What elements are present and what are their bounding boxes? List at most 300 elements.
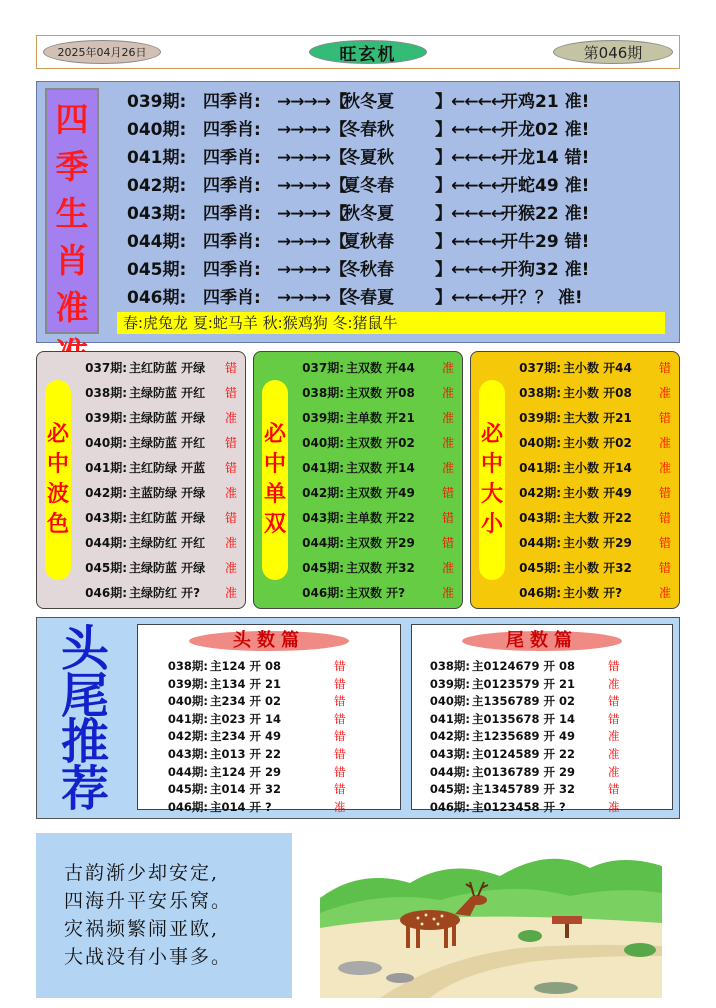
issue-number: 043期: <box>127 204 187 224</box>
number-row <box>138 764 400 782</box>
row-label: 四季肖: <box>203 288 261 308</box>
result-mark: 错 <box>442 536 455 550</box>
result-mark: 准 <box>659 586 672 600</box>
prediction-pick: 主双数 开14 <box>346 461 415 475</box>
prediction-row <box>509 381 679 406</box>
issue-number: 040期: <box>127 120 187 140</box>
label-char: 头 <box>60 621 109 678</box>
prediction-row <box>75 506 245 531</box>
label-char: 肖 <box>55 241 89 280</box>
arrow-left: 】←←←← <box>435 288 504 308</box>
row-result: 开猴22 准! <box>501 204 590 224</box>
prediction-pick: 主大数 开22 <box>563 511 632 525</box>
number-row <box>412 799 672 817</box>
number-row <box>412 781 672 799</box>
number-pick: 主0124679 开 08 <box>472 659 576 673</box>
zodiac-row <box>127 144 667 172</box>
number-row <box>138 781 400 799</box>
number-row <box>138 728 400 746</box>
row-label: 四季肖: <box>203 120 261 140</box>
number-pick: 主0123458 开 ? <box>472 799 566 814</box>
label-char: 必 <box>46 422 69 447</box>
row-label: 四季肖: <box>203 232 261 252</box>
prediction-row <box>509 581 679 606</box>
result-mark: 错 <box>225 386 238 400</box>
arrow-right: →→→→【 <box>277 288 346 308</box>
issue-number: 040期: <box>85 436 127 450</box>
prediction-row <box>75 581 245 606</box>
result-mark: 准 <box>659 461 672 475</box>
row-result: 开龙02 准! <box>501 120 590 140</box>
issue-number: 041期: <box>85 461 127 475</box>
label-char: 双 <box>263 512 286 537</box>
arrow-left: 】←←←← <box>435 176 504 196</box>
season-pick: 秋冬夏 <box>343 204 394 224</box>
prediction-row <box>75 481 245 506</box>
row-result: 开蛇49 准! <box>501 176 590 196</box>
result-mark: 错 <box>659 511 672 525</box>
issue-number: 041期: <box>127 148 187 168</box>
issue-number: 第046期 <box>553 40 673 64</box>
issue-number: 045期: <box>127 260 187 280</box>
result-mark: 准 <box>442 461 455 475</box>
result-mark: 准 <box>442 436 455 450</box>
prediction-pick: 主双数 开44 <box>346 361 415 375</box>
zodiac-rows <box>127 88 667 312</box>
season-pick: 秋冬夏 <box>343 92 394 112</box>
prediction-row <box>75 456 245 481</box>
number-row <box>138 799 400 817</box>
odd-even-box <box>253 351 463 609</box>
issue-number: 042期: <box>127 176 187 196</box>
label-char: 色 <box>46 512 69 537</box>
prediction-row <box>75 531 245 556</box>
prediction-row <box>292 506 462 531</box>
issue-number: 043期: <box>85 511 127 525</box>
prediction-pick: 主红防绿 开蓝 <box>129 461 206 475</box>
issue-number: 038期: <box>302 386 344 400</box>
season-pick: 冬春秋 <box>343 120 394 140</box>
number-pick: 主0135678 开 14 <box>472 711 576 726</box>
label-char: 生 <box>55 194 89 233</box>
issue-number: 046期: <box>85 586 127 600</box>
prediction-row <box>509 531 679 556</box>
result-mark: 错 <box>334 711 346 726</box>
row-label: 四季肖: <box>203 176 261 196</box>
issue-number: 044期: <box>519 536 561 550</box>
number-row <box>412 711 672 729</box>
zodiac-row <box>127 88 667 116</box>
result-mark: 准 <box>659 436 672 450</box>
result-mark: 错 <box>334 746 346 761</box>
issue-number: 042期: <box>302 486 344 500</box>
big-small-rows <box>509 356 679 606</box>
label-char: 单 <box>263 482 286 507</box>
result-mark: 准 <box>225 586 238 600</box>
prediction-pick: 主红防蓝 开绿 <box>129 361 206 375</box>
header-bar <box>36 35 680 69</box>
issue-number: 044期: <box>167 764 208 779</box>
prediction-row <box>292 531 462 556</box>
zodiac-row <box>127 228 667 256</box>
prediction-row <box>75 406 245 431</box>
result-mark: 准 <box>608 729 620 744</box>
wave-color-box <box>36 351 246 609</box>
prediction-row <box>292 456 462 481</box>
prediction-pick: 主蓝防绿 开绿 <box>129 486 206 500</box>
result-mark: 准 <box>225 561 238 575</box>
prediction-pick: 主单数 开21 <box>346 411 415 425</box>
issue-number: 040期: <box>167 694 208 709</box>
prediction-pick: 主绿防蓝 开红 <box>129 386 206 400</box>
prediction-pick: 主小数 开32 <box>563 561 632 575</box>
issue-number: 040期: <box>519 436 561 450</box>
arrow-right: →→→→【 <box>277 120 346 140</box>
row-result: 开？？ 准! <box>501 288 583 308</box>
result-mark: 错 <box>659 561 672 575</box>
season-pick: 夏秋春 <box>343 232 394 252</box>
row-label: 四季肖: <box>203 260 261 280</box>
head-number-panel <box>137 624 401 814</box>
result-mark: 错 <box>225 511 238 525</box>
issue-number: 041期: <box>302 461 344 475</box>
number-row <box>138 746 400 764</box>
prediction-pick: 主双数 开08 <box>346 386 415 400</box>
arrow-right: →→→→【 <box>277 260 346 280</box>
prediction-pick: 主小数 开02 <box>563 436 632 450</box>
arrow-right: →→→→【 <box>277 232 346 252</box>
result-mark: 准 <box>442 561 455 575</box>
issue-number: 044期: <box>127 232 187 252</box>
issue-number: 046期: <box>167 799 208 814</box>
number-pick: 主014 开 32 <box>210 782 282 797</box>
result-mark: 准 <box>608 764 620 779</box>
prediction-pick: 主小数 开08 <box>563 386 632 400</box>
issue-number: 046期: <box>519 586 561 600</box>
arrow-left: 】←←←← <box>435 120 504 140</box>
label-char: 季 <box>55 147 89 186</box>
issue-number: 038期: <box>429 659 470 673</box>
poem-box <box>36 833 292 998</box>
result-mark: 准 <box>442 411 455 425</box>
label-char: 准 <box>55 288 89 327</box>
number-pick: 主023 开 14 <box>210 711 282 726</box>
issue-number: 043期: <box>167 746 208 761</box>
issue-number: 037期: <box>519 361 561 375</box>
issue-number: 040期: <box>302 436 344 450</box>
number-pick: 主1356789 开 02 <box>472 694 576 709</box>
number-row <box>138 676 400 694</box>
result-mark: 准 <box>442 361 455 375</box>
result-mark: 错 <box>225 436 238 450</box>
result-mark: 错 <box>442 486 455 500</box>
poem-line: 灾祸频繁闹亚欧, <box>64 918 220 940</box>
issue-number: 041期: <box>519 461 561 475</box>
row-label: 四季肖: <box>203 148 261 168</box>
zodiac-row <box>127 172 667 200</box>
prediction-row <box>75 431 245 456</box>
issue-number: 043期: <box>302 511 344 525</box>
prediction-pick: 主小数 开49 <box>563 486 632 500</box>
date-label: 2025年04月26日 <box>43 40 161 64</box>
issue-number: 045期: <box>519 561 561 575</box>
zodiac-row <box>127 256 667 284</box>
issue-number: 044期: <box>302 536 344 550</box>
poem-line: 大战没有小事多。 <box>64 946 233 968</box>
issue-number: 046期: <box>127 288 187 308</box>
prediction-pick: 主小数 开? <box>563 586 623 600</box>
result-mark: 错 <box>608 659 620 673</box>
prediction-row <box>509 406 679 431</box>
label-char: 四 <box>55 100 89 139</box>
issue-number: 042期: <box>167 729 208 744</box>
label-char: 中 <box>480 452 503 477</box>
odd-even-label <box>262 380 288 580</box>
season-legend: 春:虎兔龙 夏:蛇马羊 秋:猴鸡狗 冬:猪鼠牛 <box>117 312 665 334</box>
number-pick: 主0123579 开 21 <box>472 676 576 691</box>
result-mark: 错 <box>659 536 672 550</box>
label-char: 荐 <box>60 760 109 817</box>
row-result: 开狗32 准! <box>501 260 590 280</box>
zodiac-season-section <box>36 81 680 343</box>
odd-even-rows <box>292 356 462 606</box>
issue-number: 046期: <box>429 799 470 814</box>
number-row <box>138 711 400 729</box>
number-pick: 主124 开 29 <box>210 764 282 779</box>
prediction-pick: 主双数 开29 <box>346 536 415 550</box>
prediction-pick: 主双数 开02 <box>346 436 415 450</box>
result-mark: 准 <box>225 486 238 500</box>
label-char: 必 <box>480 422 503 447</box>
prediction-row <box>292 581 462 606</box>
prediction-row <box>292 431 462 456</box>
number-row <box>412 746 672 764</box>
number-pick: 主1235689 开 49 <box>472 729 576 744</box>
result-mark: 错 <box>334 659 346 673</box>
deer-landscape-illustration <box>320 838 662 998</box>
arrow-right: →→→→【 <box>277 204 346 224</box>
result-mark: 错 <box>608 782 620 797</box>
number-pick: 主124 开 08 <box>210 659 282 673</box>
issue-number: 045期: <box>302 561 344 575</box>
prediction-pick: 主双数 开32 <box>346 561 415 575</box>
number-pick: 主134 开 21 <box>210 676 282 691</box>
big-small-box <box>470 351 680 609</box>
prediction-row <box>75 381 245 406</box>
head-tail-section <box>36 617 680 819</box>
result-mark: 准 <box>608 799 620 814</box>
number-row <box>412 764 672 782</box>
arrow-right: →→→→【 <box>277 92 346 112</box>
season-pick: 冬秋春 <box>343 260 394 280</box>
row-label: 四季肖: <box>203 92 261 112</box>
prediction-row <box>75 556 245 581</box>
number-row <box>412 658 672 676</box>
prediction-pick: 主红防蓝 开绿 <box>129 511 206 525</box>
prediction-row <box>509 356 679 381</box>
issue-number: 039期: <box>127 92 187 112</box>
issue-number: 039期: <box>85 411 127 425</box>
number-row <box>412 676 672 694</box>
issue-number: 042期: <box>85 486 127 500</box>
issue-number: 037期: <box>85 361 127 375</box>
prediction-pick: 主大数 开21 <box>563 411 632 425</box>
result-mark: 准 <box>225 411 238 425</box>
arrow-left: 】←←←← <box>435 260 504 280</box>
result-mark: 错 <box>659 411 672 425</box>
season-pick: 冬夏秋 <box>343 148 394 168</box>
season-pick: 冬春夏 <box>343 288 394 308</box>
season-pick: 夏冬春 <box>343 176 394 196</box>
issue-number: 039期: <box>519 411 561 425</box>
tail-rows <box>412 658 672 816</box>
issue-number: 045期: <box>429 782 470 797</box>
zodiac-section-label <box>45 88 99 334</box>
prediction-row <box>509 556 679 581</box>
tail-panel-title: 尾数篇 <box>462 631 622 651</box>
prediction-pick: 主小数 开29 <box>563 536 632 550</box>
number-row <box>412 693 672 711</box>
result-mark: 错 <box>659 361 672 375</box>
wave-color-rows <box>75 356 245 606</box>
issue-number: 038期: <box>85 386 127 400</box>
result-mark: 错 <box>442 511 455 525</box>
prediction-pick: 主双数 开? <box>346 586 406 600</box>
result-mark: 错 <box>334 782 346 797</box>
prediction-pick: 主绿防红 开红 <box>129 536 206 550</box>
issue-number: 042期: <box>429 729 470 744</box>
row-result: 开牛29 错! <box>501 232 590 252</box>
result-mark: 错 <box>334 764 346 779</box>
prediction-row <box>292 356 462 381</box>
label-char: 大 <box>480 482 503 507</box>
arrow-left: 】←←←← <box>435 204 504 224</box>
prediction-pick: 主绿防红 开? <box>129 586 201 600</box>
issue-number: 038期: <box>519 386 561 400</box>
head-rows <box>138 658 400 816</box>
issue-number: 038期: <box>167 659 208 673</box>
result-mark: 错 <box>608 694 620 709</box>
result-mark: 准 <box>225 536 238 550</box>
zodiac-row <box>127 284 667 312</box>
label-char: 波 <box>46 482 69 507</box>
prediction-pick: 主双数 开49 <box>346 486 415 500</box>
prediction-pick: 主绿防蓝 开绿 <box>129 561 206 575</box>
row-result: 开龙14 错! <box>501 148 590 168</box>
poem-line: 古韵渐少却安定, <box>64 862 220 884</box>
head-tail-label <box>47 621 123 817</box>
prediction-row <box>75 356 245 381</box>
result-mark: 错 <box>334 729 346 744</box>
result-mark: 准 <box>608 746 620 761</box>
prediction-row <box>509 431 679 456</box>
poem-line: 四海升平安乐窝。 <box>64 890 233 912</box>
zodiac-row <box>127 200 667 228</box>
big-small-label <box>479 380 505 580</box>
number-pick: 主234 开 02 <box>210 694 282 709</box>
prediction-pick: 主小数 开44 <box>563 361 632 375</box>
result-mark: 错 <box>608 711 620 726</box>
page-title: 旺玄机 <box>309 40 427 64</box>
head-panel-title: 头数篇 <box>189 631 349 651</box>
prediction-row <box>509 481 679 506</box>
issue-number: 041期: <box>429 711 470 726</box>
result-mark: 准 <box>442 386 455 400</box>
label-char: 必 <box>263 422 286 447</box>
prediction-pick: 主绿防蓝 开绿 <box>129 411 206 425</box>
result-mark: 准 <box>334 799 346 814</box>
number-row <box>138 658 400 676</box>
prediction-row <box>292 381 462 406</box>
prediction-pick: 主单数 开22 <box>346 511 415 525</box>
label-char: 尾 <box>60 667 109 724</box>
label-char: 中 <box>263 452 286 477</box>
label-char: 小 <box>480 512 503 537</box>
issue-number: 045期: <box>85 561 127 575</box>
issue-number: 044期: <box>429 764 470 779</box>
result-mark: 错 <box>334 676 346 691</box>
issue-number: 037期: <box>302 361 344 375</box>
result-mark: 错 <box>334 694 346 709</box>
wave-color-label <box>45 380 71 580</box>
issue-number: 044期: <box>85 536 127 550</box>
issue-number: 045期: <box>167 782 208 797</box>
number-row <box>412 728 672 746</box>
arrow-right: →→→→【 <box>277 148 346 168</box>
prediction-pick: 主绿防蓝 开红 <box>129 436 206 450</box>
issue-number: 040期: <box>429 694 470 709</box>
issue-number: 046期: <box>302 586 344 600</box>
prediction-row <box>509 456 679 481</box>
number-row <box>138 693 400 711</box>
result-mark: 错 <box>225 461 238 475</box>
result-mark: 错 <box>659 486 672 500</box>
number-pick: 主0136789 开 29 <box>472 764 576 779</box>
tail-number-panel <box>411 624 673 814</box>
number-pick: 主014 开 ? <box>210 799 272 814</box>
number-pick: 主0124589 开 22 <box>472 746 576 761</box>
label-char: 中 <box>46 452 69 477</box>
issue-number: 039期: <box>302 411 344 425</box>
number-pick: 主234 开 49 <box>210 729 282 744</box>
row-result: 开鸡21 准! <box>501 92 590 112</box>
issue-number: 043期: <box>429 746 470 761</box>
arrow-right: →→→→【 <box>277 176 346 196</box>
arrow-left: 】←←←← <box>435 232 504 252</box>
prediction-row <box>292 406 462 431</box>
issue-number: 039期: <box>167 676 208 691</box>
zodiac-row <box>127 116 667 144</box>
arrow-left: 】←←←← <box>435 92 504 112</box>
number-pick: 主013 开 22 <box>210 746 282 761</box>
result-mark: 准 <box>442 586 455 600</box>
prediction-row <box>509 506 679 531</box>
issue-number: 041期: <box>167 711 208 726</box>
arrow-left: 】←←←← <box>435 148 504 168</box>
prediction-row <box>292 481 462 506</box>
issue-number: 043期: <box>519 511 561 525</box>
result-mark: 准 <box>659 386 672 400</box>
prediction-pick: 主小数 开14 <box>563 461 632 475</box>
issue-number: 042期: <box>519 486 561 500</box>
issue-number: 039期: <box>429 676 470 691</box>
row-label: 四季肖: <box>203 204 261 224</box>
prediction-row <box>292 556 462 581</box>
result-mark: 准 <box>608 676 620 691</box>
result-mark: 错 <box>225 361 238 375</box>
label-char: 推 <box>60 714 109 771</box>
number-pick: 主1345789 开 32 <box>472 782 576 797</box>
